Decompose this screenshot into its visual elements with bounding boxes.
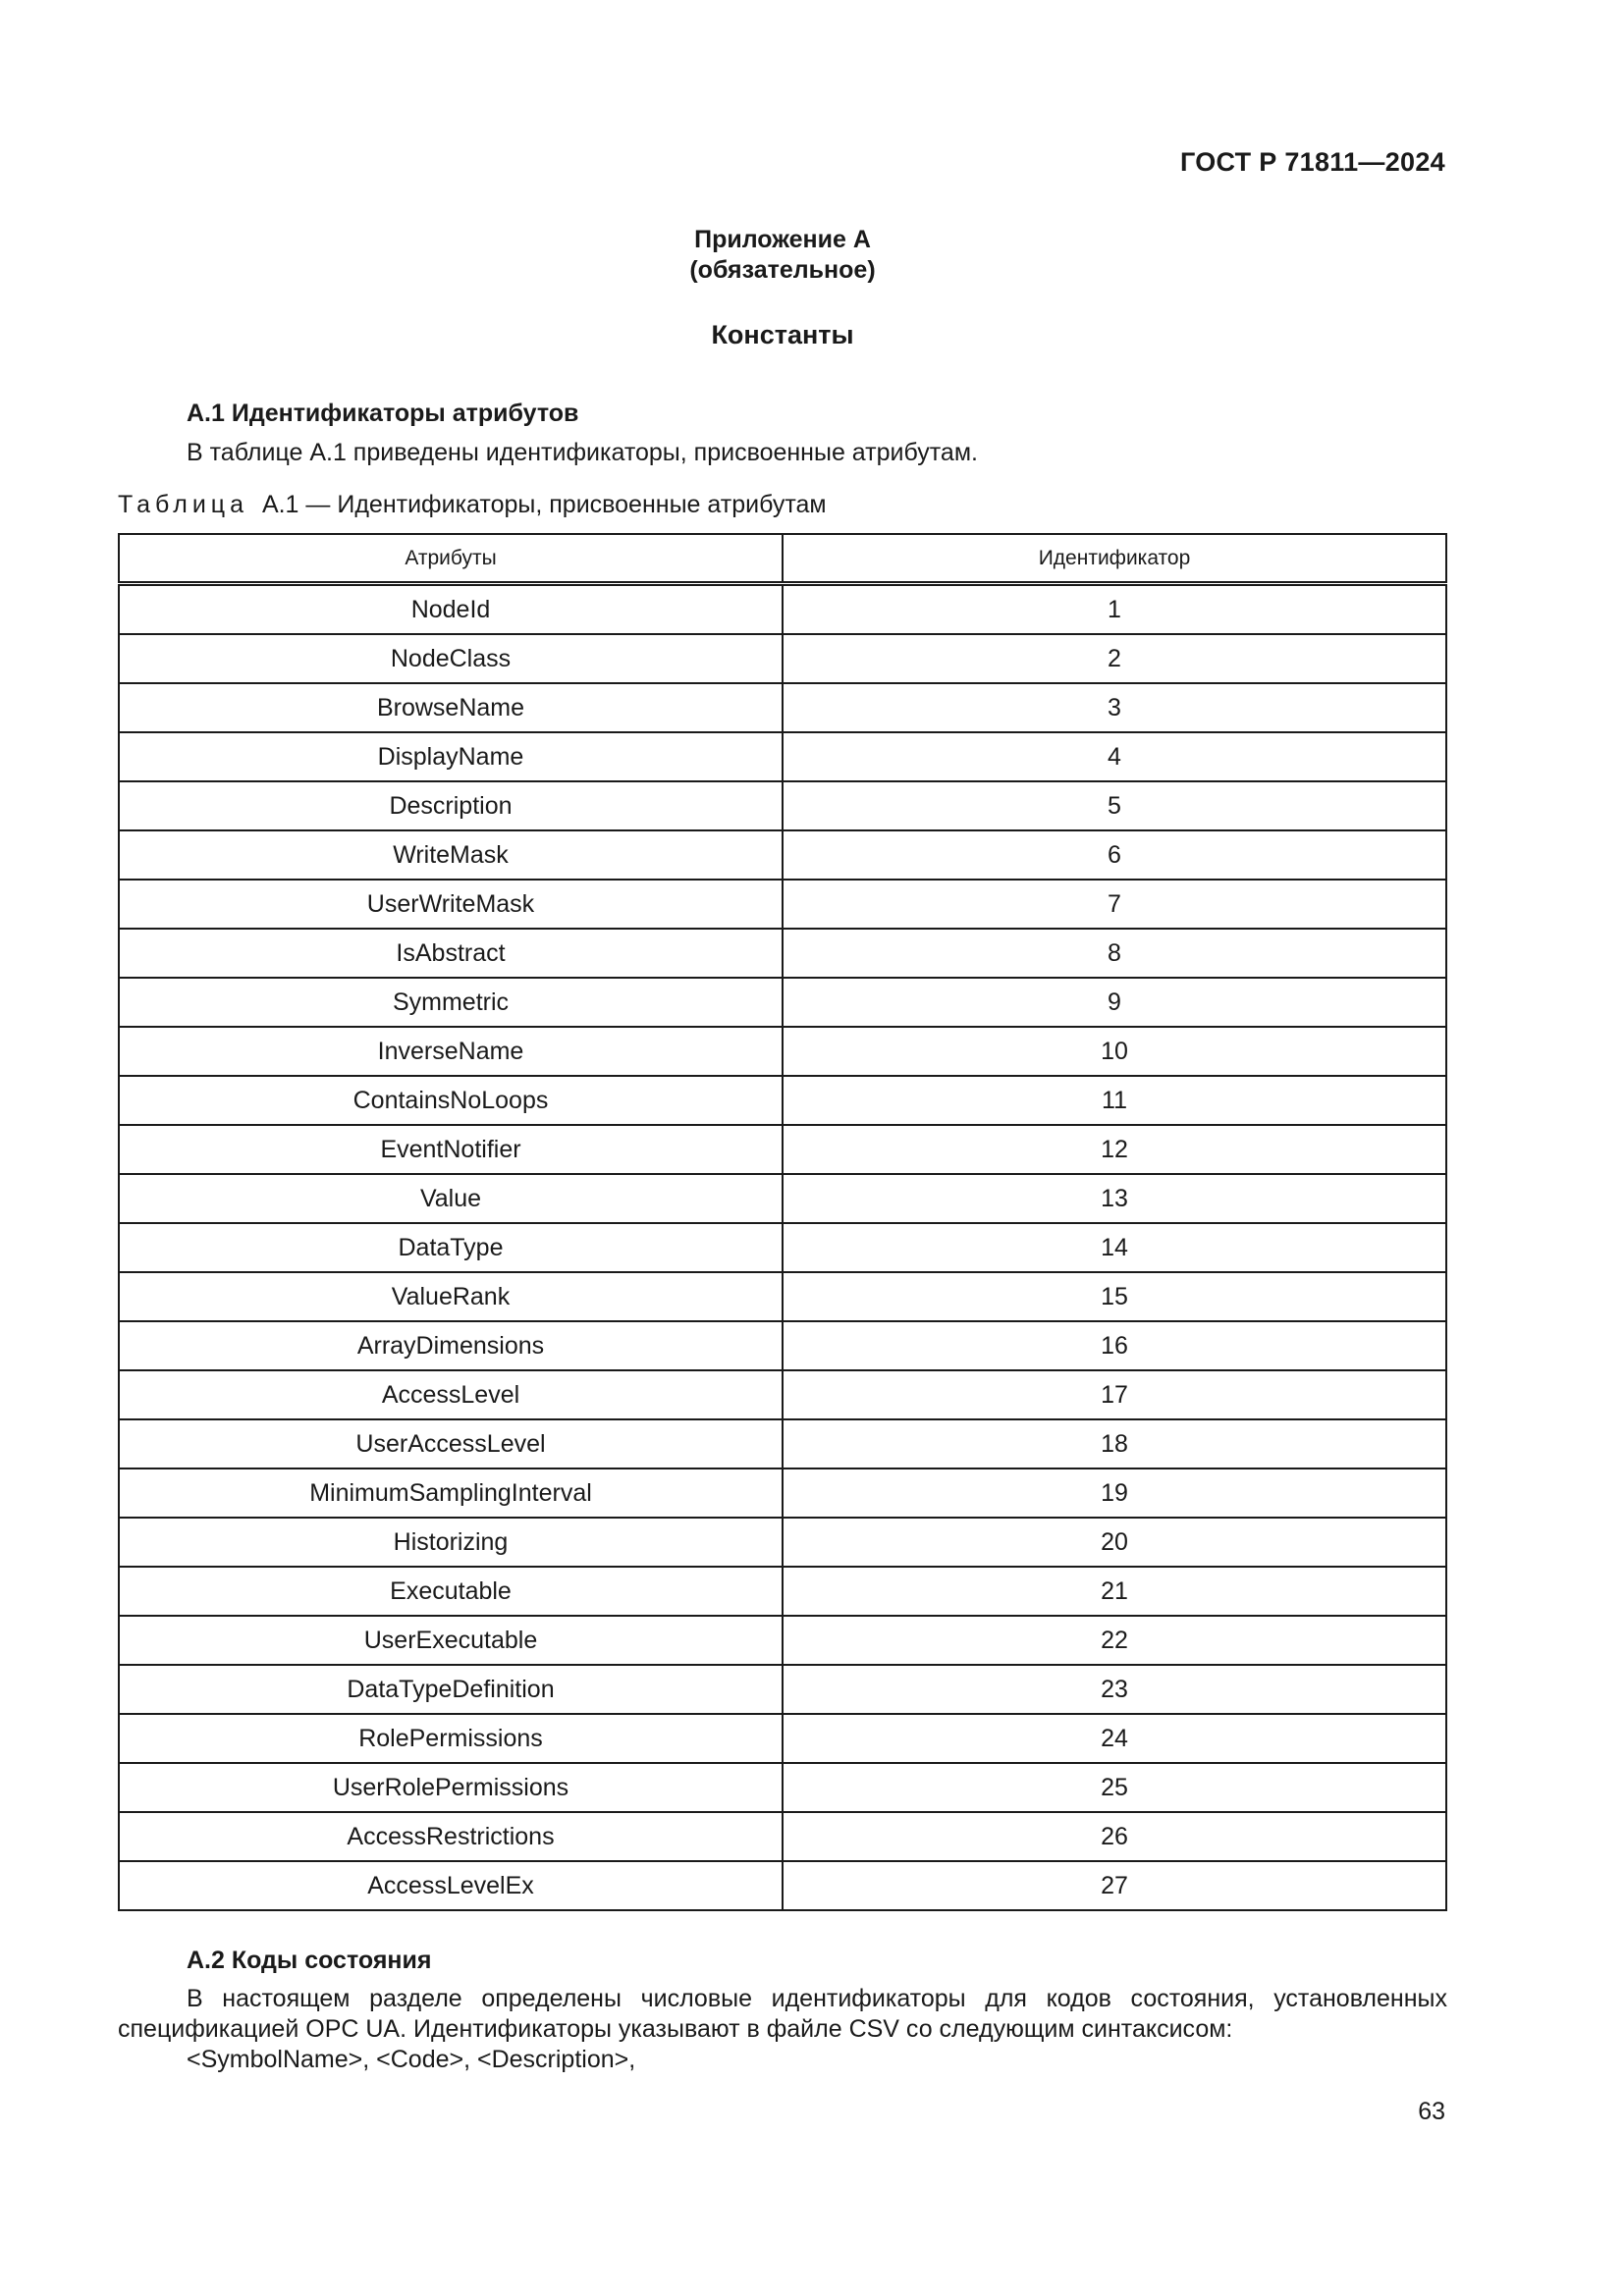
attribute-name-cell: UserWriteMask: [119, 880, 783, 929]
attribute-id-cell: 13: [783, 1174, 1446, 1223]
table-row: [119, 1321, 1446, 1370]
table-row: [119, 1370, 1446, 1419]
attribute-name-cell: UserExecutable: [119, 1616, 783, 1665]
attribute-name-cell: AccessLevel: [119, 1370, 783, 1419]
table-row: [119, 781, 1446, 830]
table-header-row: [119, 534, 1446, 584]
table-row: [119, 929, 1446, 978]
attribute-name-cell: UserAccessLevel: [119, 1419, 783, 1468]
attribute-name-cell: ContainsNoLoops: [119, 1076, 783, 1125]
section-a2-heading: А.2 Коды состояния: [187, 1947, 432, 1974]
attribute-id-cell: 15: [783, 1272, 1446, 1321]
table-row: [119, 830, 1446, 880]
column-header-attributes: Атрибуты: [119, 534, 783, 584]
attribute-id-cell: 5: [783, 781, 1446, 830]
attribute-id-cell: 22: [783, 1616, 1446, 1665]
section-a2-syntax: <SymbolName>, <Code>, <Description>,: [187, 2046, 636, 2073]
section-a1-intro: В таблице А.1 приведены идентификаторы, присвоенные атрибутам.: [187, 439, 978, 466]
attribute-name-cell: AccessRestrictions: [119, 1812, 783, 1861]
attribute-name-cell: DataTypeDefinition: [119, 1665, 783, 1714]
attribute-id-cell: 27: [783, 1861, 1446, 1910]
table-row: [119, 1567, 1446, 1616]
table-row: [119, 1616, 1446, 1665]
attribute-id-cell: 23: [783, 1665, 1446, 1714]
attribute-name-cell: UserRolePermissions: [119, 1763, 783, 1812]
table-row: [119, 1223, 1446, 1272]
attribute-id-cell: 11: [783, 1076, 1446, 1125]
section-a2-para-line2: спецификацией OPC UA. Идентификаторы указывают в файле CSV со следующим синтаксисом:: [118, 2015, 1233, 2043]
attribute-name-cell: Value: [119, 1174, 783, 1223]
attribute-name-cell: MinimumSamplingInterval: [119, 1468, 783, 1518]
attribute-name-cell: NodeClass: [119, 634, 783, 683]
section-a2-para-line1: В настоящем разделе определены числовые идентификаторы для кодов состояния, установленных: [187, 1985, 1447, 2012]
table-caption: [118, 491, 827, 519]
attribute-id-cell: 12: [783, 1125, 1446, 1174]
attribute-id-table: [118, 533, 1447, 1911]
appendix-heading: Константы: [711, 320, 854, 349]
section-a1-heading: А.1 Идентификаторы атрибутов: [187, 400, 579, 427]
attribute-name-cell: DataType: [119, 1223, 783, 1272]
attribute-id-cell: 4: [783, 732, 1446, 781]
table-row: [119, 1468, 1446, 1518]
table-row: [119, 1714, 1446, 1763]
table-row: [119, 1763, 1446, 1812]
attribute-id-cell: 17: [783, 1370, 1446, 1419]
attribute-id-cell: 8: [783, 929, 1446, 978]
attribute-name-cell: Symmetric: [119, 978, 783, 1027]
table-caption-prefix: Таблица: [118, 491, 249, 518]
document-code: ГОСТ Р 71811—2024: [1179, 147, 1445, 177]
attribute-id-cell: 19: [783, 1468, 1446, 1518]
table-row: [119, 1419, 1446, 1468]
attribute-id-cell: 14: [783, 1223, 1446, 1272]
attribute-name-cell: ValueRank: [119, 1272, 783, 1321]
table-row: [119, 1125, 1446, 1174]
attribute-id-cell: 10: [783, 1027, 1446, 1076]
attribute-name-cell: Executable: [119, 1567, 783, 1616]
attribute-name-cell: BrowseName: [119, 683, 783, 732]
attribute-name-cell: InverseName: [119, 1027, 783, 1076]
table-row: [119, 978, 1446, 1027]
table-body: [119, 584, 1446, 1911]
appendix-status: (обязательное): [689, 256, 876, 284]
attribute-name-cell: IsAbstract: [119, 929, 783, 978]
table-row: [119, 683, 1446, 732]
attribute-name-cell: NodeId: [119, 584, 783, 635]
attribute-name-cell: RolePermissions: [119, 1714, 783, 1763]
table-caption-text: А.1 — Идентификаторы, присвоенные атрибутам: [261, 491, 827, 518]
attribute-id-cell: 9: [783, 978, 1446, 1027]
column-header-identifier: Идентификатор: [783, 534, 1446, 584]
attribute-id-cell: 21: [783, 1567, 1446, 1616]
attribute-name-cell: WriteMask: [119, 830, 783, 880]
attribute-id-cell: 2: [783, 634, 1446, 683]
attribute-id-cell: 1: [783, 584, 1446, 635]
attribute-id-cell: 7: [783, 880, 1446, 929]
attribute-id-cell: 24: [783, 1714, 1446, 1763]
attribute-id-cell: 20: [783, 1518, 1446, 1567]
attribute-name-cell: EventNotifier: [119, 1125, 783, 1174]
attribute-id-cell: 16: [783, 1321, 1446, 1370]
attribute-name-cell: DisplayName: [119, 732, 783, 781]
attribute-id-cell: 3: [783, 683, 1446, 732]
table-row: [119, 1518, 1446, 1567]
attribute-id-cell: 18: [783, 1419, 1446, 1468]
table-row: [119, 1861, 1446, 1910]
table-row: [119, 1027, 1446, 1076]
attribute-name-cell: AccessLevelEx: [119, 1861, 783, 1910]
table-row: [119, 880, 1446, 929]
attribute-id-cell: 26: [783, 1812, 1446, 1861]
page-number: 63: [1418, 2098, 1445, 2125]
attribute-name-cell: Historizing: [119, 1518, 783, 1567]
attribute-id-cell: 6: [783, 830, 1446, 880]
table-row: [119, 1812, 1446, 1861]
attribute-id-cell: 25: [783, 1763, 1446, 1812]
attribute-name-cell: Description: [119, 781, 783, 830]
table-row: [119, 1272, 1446, 1321]
attribute-name-cell: ArrayDimensions: [119, 1321, 783, 1370]
appendix-title: Приложение А: [694, 226, 871, 253]
table-row: [119, 1174, 1446, 1223]
table-row: [119, 584, 1446, 635]
table-row: [119, 732, 1446, 781]
table-row: [119, 1076, 1446, 1125]
table-row: [119, 634, 1446, 683]
table-row: [119, 1665, 1446, 1714]
